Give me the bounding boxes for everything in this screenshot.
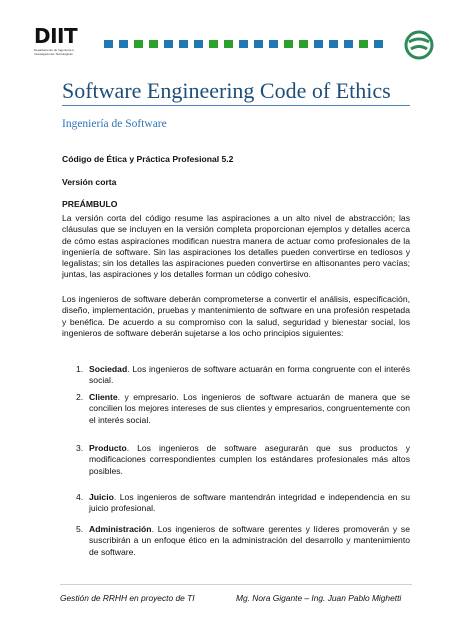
preamble-heading: PREÁMBULO <box>62 199 118 209</box>
diit-logo <box>34 26 98 58</box>
page-title: Software Engineering Code of Ethics <box>62 78 391 103</box>
principle-description: . Los ingenieros de software gerentes y líderes promoverán y se suscribirán a un enfoque ético en la administración del desarrollo y mantenimiento de software. <box>89 524 410 557</box>
principle-number: 2. <box>76 392 84 402</box>
decorative-square <box>254 40 263 48</box>
principle-description: . Los ingenieros de software actuarán en forma congruente con el interés social. <box>89 364 410 386</box>
decorative-square <box>269 40 278 48</box>
principle-term: Sociedad <box>89 364 128 374</box>
preamble-paragraph-2: Los ingenieros de software deberán comprometerse a convertir el análisis, especificación, diseño, implementación, pruebas y mantenimiento de software en una profesión respetada y benéfica. De acuerdo a su compromiso con la salud, seguridad y bienestar social, los ingenieros de software deberán sujetarse a los ocho principios siguientes: <box>62 294 410 338</box>
principle-term: Cliente <box>89 392 118 402</box>
decorative-square <box>194 40 203 48</box>
decorative-square <box>224 40 233 48</box>
decorative-square <box>329 40 338 48</box>
principle-term: Administración <box>89 524 152 534</box>
decorative-square <box>299 40 308 48</box>
decorative-square <box>374 40 383 48</box>
version-label: Versión corta <box>62 177 117 187</box>
decorative-square <box>179 40 188 48</box>
footer-divider <box>60 584 412 585</box>
principle-description: . Los ingenieros de software mantendrán integridad e independencia en su juicio profesional. <box>89 492 410 514</box>
decorative-square <box>149 40 158 48</box>
principle-text <box>89 392 410 426</box>
decorative-square <box>239 40 248 48</box>
decorative-square <box>359 40 368 48</box>
logo-subtext: Departamento de Ingeniería e Investigaciones Tecnológicas <box>34 48 74 56</box>
page-header <box>0 0 474 70</box>
preamble-paragraph-1: La versión corta del código resume las aspiraciones a un alto nivel de abstracción; las cláusulas que se incluyen en la versión completa proporcionan ejemplos y detalles acerca de cómo estas aspiraciones modifican nuestra manera de actuar como profesionales de la ingeniería de software. Sin las aspiraciones los detalles pueden convertirse en tediosos y legalistas; sin los detalles las aspiraciones pueden convertirse en altisonantes pero vacías; juntas, las aspiraciones y los detalles forman un código cohesivo. <box>62 213 410 280</box>
decorative-square <box>209 40 218 48</box>
principle-term: Producto <box>89 443 127 453</box>
decorative-square <box>134 40 143 48</box>
principle-text <box>89 492 410 515</box>
page-subtitle: Ingeniería de Software <box>62 118 167 130</box>
principle-number: 4. <box>76 492 84 502</box>
title-divider <box>62 105 410 106</box>
principle-text <box>89 524 410 558</box>
principle-text <box>89 364 410 387</box>
decorative-square <box>119 40 128 48</box>
principle-description: . y empresario. Los ingenieros de software actuarán de manera que se concilien los mejores intereses de sus clientes y empresarios, congruentemente con el interés social. <box>89 392 410 425</box>
footer-left: Gestión de RRHH en proyecto de TI <box>60 593 195 603</box>
principle-description: . Los ingenieros de software asegurarán que sus productos y modificaciones correspondientes cumplen los estándares profesionales más altos posibles. <box>89 443 410 476</box>
principle-number: 3. <box>76 443 84 453</box>
decorative-square <box>104 40 113 48</box>
decorative-squares <box>104 40 383 48</box>
logo-text: DIIT <box>34 24 78 48</box>
university-logo-icon <box>404 30 434 60</box>
principle-number: 5. <box>76 524 84 534</box>
decorative-square <box>164 40 173 48</box>
principle-number: 1. <box>76 364 84 374</box>
code-title: Código de Ética y Práctica Profesional 5.2 <box>62 154 234 164</box>
principle-term: Juicio <box>89 492 114 502</box>
decorative-square <box>314 40 323 48</box>
principle-text <box>89 443 410 477</box>
decorative-square <box>344 40 353 48</box>
decorative-square <box>284 40 293 48</box>
footer-right: Mg. Nora Gigante – Ing. Juan Pablo Mighetti <box>236 593 402 603</box>
